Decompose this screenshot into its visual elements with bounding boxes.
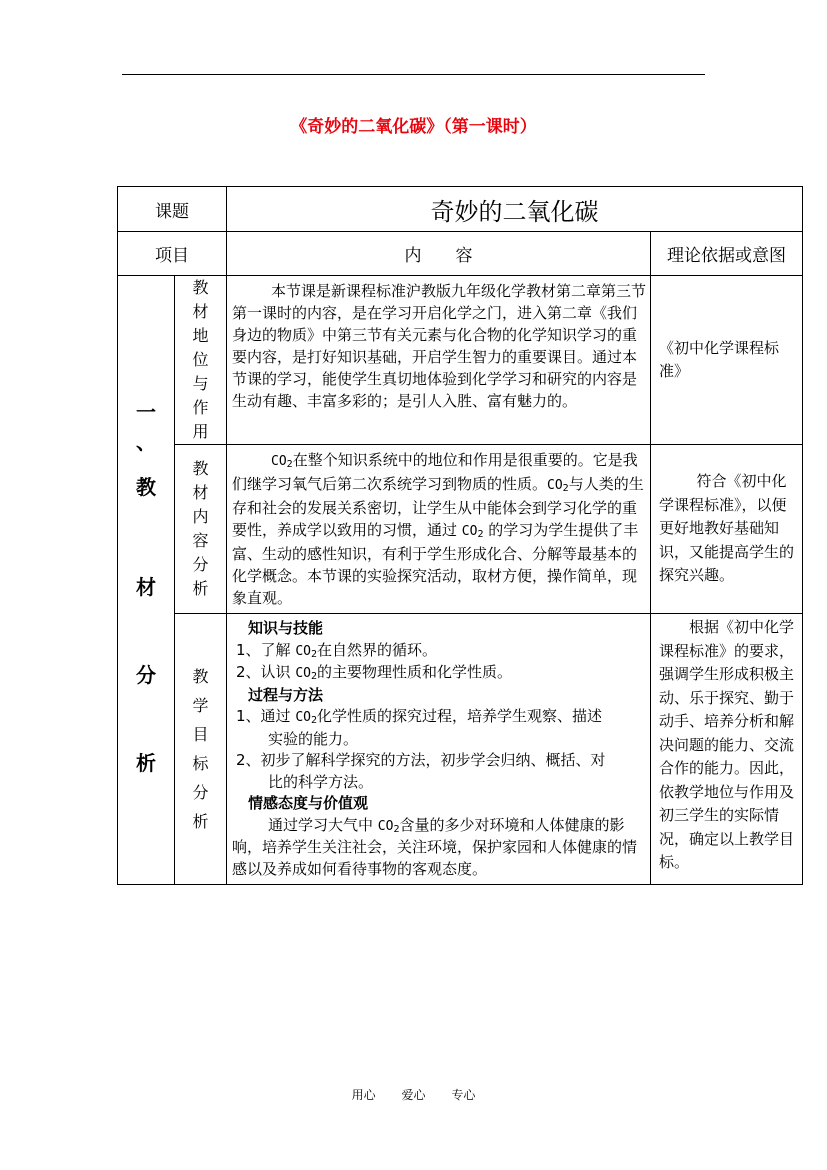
header-rule <box>122 74 705 75</box>
section-char: 教 <box>136 475 156 499</box>
header-rationale: 理论依据或意图 <box>651 232 803 276</box>
content-position <box>227 276 651 445</box>
topic-title: 奇妙的二氧化碳 <box>227 187 803 232</box>
page-footer <box>0 1086 827 1103</box>
content-text: 本节课是新课程标准沪教版九年级化学教材第二章第三节第一课时的内容，是在学习开启化学之门，进入第二章《我们身边的物质》中第三节有关元素与化合物的化学知识学习的重要内容，是打好知识基础，开启学生智力的重要课目。通过本节课的学习，能使学生真切地体验到化学学习和研究的内容是生动有趣、丰富多彩的；是引人入胜、富有魅力的。 <box>232 282 647 410</box>
section-char: 材 <box>136 575 156 599</box>
row-label-text: 教学目标分析 <box>192 667 209 831</box>
footer-item: 专心 <box>451 1088 476 1102</box>
section-label <box>118 276 175 885</box>
goal-item-continued: 比的科学方法。 <box>268 772 374 791</box>
rationale-text: 《初中化学课程标准》 <box>659 338 780 380</box>
topic-label: 课题 <box>118 187 227 232</box>
topic-row <box>118 187 803 232</box>
table-row <box>118 445 803 614</box>
table-row <box>118 614 803 885</box>
goal-heading: 知识与技能 <box>248 619 324 637</box>
goal-heading: 过程与方法 <box>248 685 324 704</box>
rationale-text: 符合《初中化学课程标准》，以便更好地教好基础知识，又能提高学生的探究兴趣。 <box>659 472 795 585</box>
rationale-goals <box>651 614 803 885</box>
row-label-position <box>175 276 227 445</box>
rationale-position <box>651 276 803 445</box>
footer-item: 爱心 <box>401 1088 426 1102</box>
row-label-goals <box>175 614 227 885</box>
co2-formula: $CO_2$ <box>271 454 293 470</box>
goal-item: 1、通过 $CO_2$化学性质的探究过程，培养学生观察、描述 <box>236 707 603 726</box>
document-title: 《奇妙的二氧化碳》（第一课时） <box>290 117 537 137</box>
header-content: 内 容 <box>227 232 651 276</box>
rationale-analysis <box>651 445 803 614</box>
content-analysis <box>227 445 651 614</box>
goal-item: 2、初步了解科学探究的方法，初步学会归纳、概括、对 <box>236 751 606 769</box>
co2-formula: $CO_2$ <box>461 524 484 540</box>
footer-item: 用心 <box>351 1088 376 1102</box>
content-text: $CO_2$在整个知识系统中的地位和作用是很重要的。它是我们继学习氧气后第二次系统学习到物质的性质。$CO_2$与人类的生存和社会的发展关系密切，让学生从中能体会到学习化学的重要性，养成学以致用的习惯，通过 $CO_2$ 的学习为学生提供了丰富、生动的感性知识，有利于学生形成化合、分解等最基本的化学概念。本节课的实验探究活动，取材方便，操作简单，现象直观。 <box>232 451 644 607</box>
section-char: 分 <box>136 663 156 687</box>
header-row <box>118 232 803 276</box>
goal-item: 2、认识 $CO_2$的主要物理性质和化学性质。 <box>236 663 513 682</box>
section-char: 一 <box>136 400 156 424</box>
row-label-text: 教材地位与作用 <box>192 278 209 441</box>
goal-item: 1、了解 $CO_2$在自然界的循环。 <box>236 640 438 660</box>
row-label-analysis <box>175 445 227 614</box>
content-goals <box>227 614 651 885</box>
goal-item-continued: 实验的能力。 <box>268 729 359 748</box>
header-item: 项目 <box>118 232 227 276</box>
section-char: 、 <box>136 430 156 454</box>
co2-formula: $CO_2$ <box>547 478 569 494</box>
row-label-text: 教材内容分析 <box>192 459 209 598</box>
lesson-plan-table <box>117 186 803 885</box>
section-char: 析 <box>136 751 156 775</box>
goal-heading: 情感态度与价值观 <box>248 794 369 812</box>
rationale-text: 根据《初中化学课程标准》的要求，强调学生形成积极主动、乐于探究、勤于动手、培养分析和解决问题的能力、交流合作的能力。因此，依教学地位与作用及初三学生的实际情况，确定以上教学目标。 <box>659 618 795 871</box>
goal-item: 通过学习大气中 $CO_2$含量的多少对环境和人体健康的影响，培养学生关注社会，关注环境，保护家园和人体健康的情感以及养成如何看待事物的客观态度。 <box>232 815 638 878</box>
table-row <box>118 276 803 445</box>
